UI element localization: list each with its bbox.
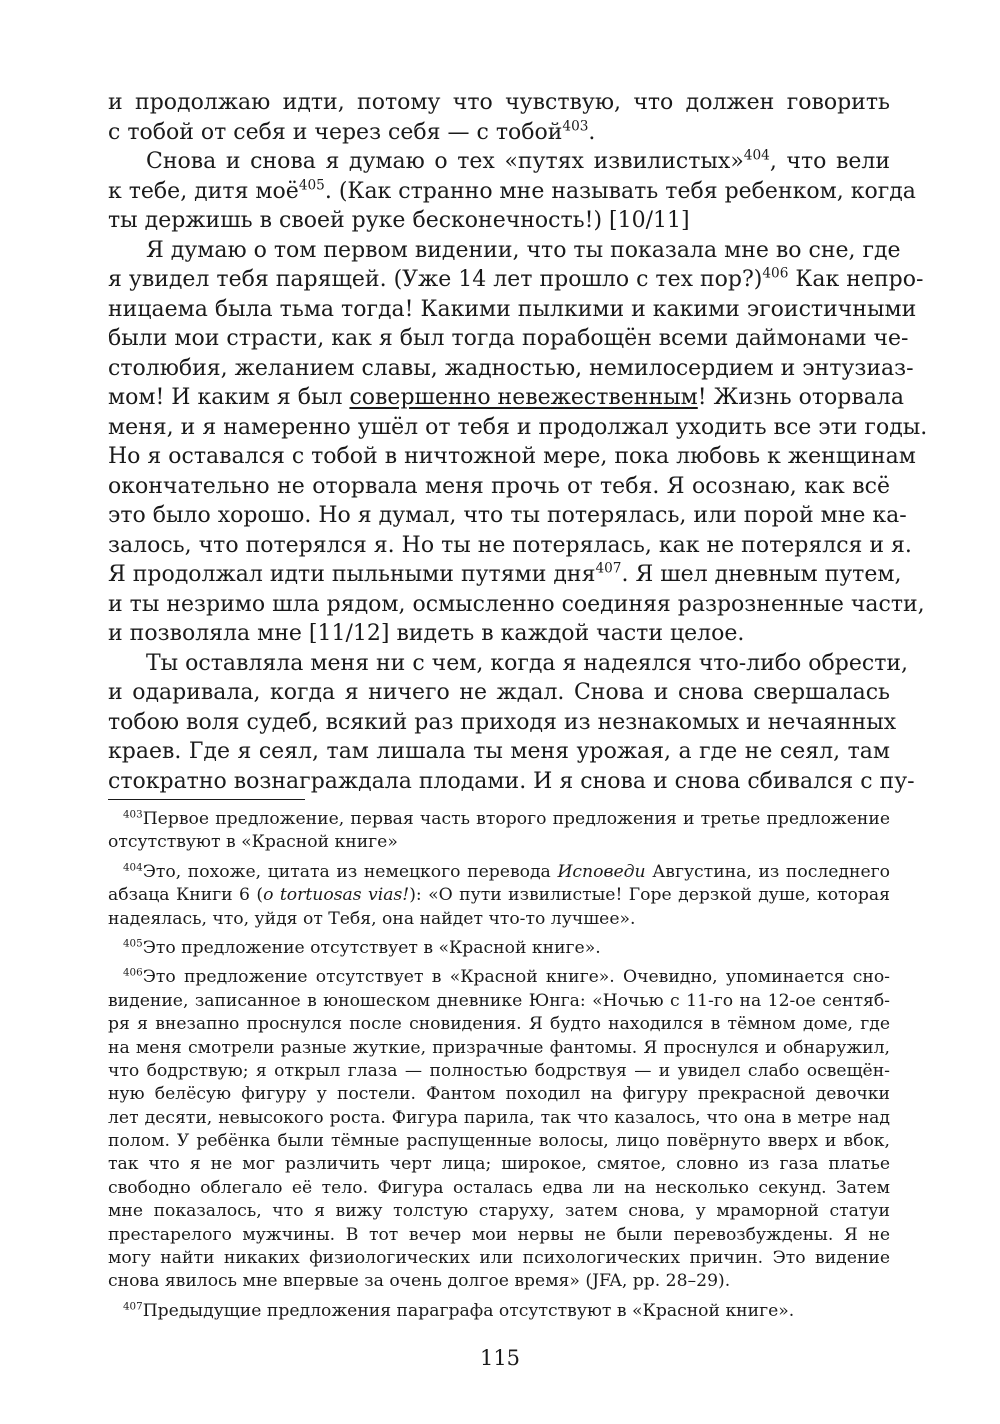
text-run: были мои страсти, как я был тогда порабощён всеми даймонами че- [108, 326, 909, 351]
text-line [108, 354, 914, 384]
text-run: . (Как странно мне называть тебя ребенком, когда [324, 178, 916, 204]
text-run: Это предложение отсутствует в «Красной книге». Очевидно, упоминается сно- [142, 967, 890, 988]
italic-text: Исповеди [557, 861, 646, 882]
footnote-line [108, 1177, 890, 1200]
text-run: что бодрствую; я открыл глаза — полностью бодрствуя — и увидел слабо освещён- [108, 1060, 890, 1081]
text-run: Предыдущие предложения параграфа отсутствуют в «Красной книге». [142, 1300, 795, 1321]
text-run: видение, записанное в юношеском дневнике Юнга: «Ночью с 11-го на 12-ое сентяб- [108, 990, 890, 1011]
text-line [108, 708, 897, 738]
footnote-ref: 405 [298, 177, 325, 194]
footnote-line [108, 1224, 890, 1247]
text-run: это было хорошо. Но я думал, что ты потерялась, или порой мне ка- [108, 503, 907, 528]
footnote [108, 966, 890, 1293]
footnote-line [108, 1153, 890, 1176]
text-run: окончательно не оторвала меня прочь от тебя. Я осознаю, как всё [108, 473, 890, 499]
text-line [108, 383, 904, 413]
footnote-line [108, 990, 890, 1013]
text-line [108, 265, 924, 295]
text-run: Это предложение отсутствует в «Красной книге». [142, 937, 601, 958]
footnote-line [108, 884, 890, 907]
text-run: Это, похоже, цитата из немецкого перевода [142, 861, 558, 882]
text-run: могу найти никаких физиологических или психологических причин. Это видение [108, 1248, 890, 1269]
footnote-line [108, 1107, 890, 1130]
text-run: ря я внезапно проснулся после сновидения. Я будто находился в тёмном доме, где [108, 1014, 890, 1035]
footnote-separator [108, 799, 305, 800]
text-line [108, 442, 916, 472]
paragraph [108, 236, 928, 649]
footnote-line [108, 1037, 890, 1060]
italic-text: o tortuosas vias! [263, 885, 410, 906]
underlined-text: совершенно невежественным [349, 385, 698, 410]
text-run: , что вели [769, 149, 891, 174]
text-run: ницаема была тьма тогда! Какими пылкими и какими эгоистичными [108, 296, 917, 322]
text-run: меня, и я намеренно ушёл от тебя и продолжал уходить все эти годы. [108, 414, 928, 440]
footnote-line [108, 808, 890, 831]
text-run: к тебе, дитя моё [108, 178, 299, 204]
footnote [108, 808, 890, 855]
paragraph [108, 649, 915, 797]
footnote-line [108, 1200, 890, 1223]
footnote-ref: 403 [562, 118, 589, 135]
footnote-ref: 403 [123, 808, 143, 821]
text-run: столюбия, желанием славы, жадностью, немилосердием и энтузиаз- [108, 355, 914, 381]
text-run: . [588, 119, 596, 145]
text-line [108, 501, 907, 531]
text-run: полом. У ребёнка были тёмные распущенные волосы, лицо повёрнуто вверх и вбок, [108, 1131, 890, 1152]
text-run: надеялась, что, уйдя от Тебя, она найдет что-то лучшее». [108, 908, 636, 929]
text-run: и ты незримо шла рядом, осмысленно соединяя разрозненные части, [108, 591, 925, 617]
text-run: Августина, из последнего [645, 861, 890, 882]
text-line [108, 649, 909, 679]
text-line [108, 678, 890, 708]
text-run: отсутствуют в «Красной книге» [108, 832, 398, 853]
footnote-ref: 407 [123, 1300, 143, 1313]
footnote-ref: 405 [123, 937, 143, 950]
footnote-line [108, 966, 890, 989]
text-line [108, 206, 890, 236]
footnote-ref: 404 [123, 861, 143, 874]
footnote-line [108, 1083, 890, 1106]
text-run: и одаривала, когда я ничего не ждал. Снова и снова свершалась [108, 680, 890, 705]
text-line [108, 236, 901, 266]
text-run: мне показалось, что я вижу толстую старуху, затем снова, у мраморной статуи [108, 1201, 890, 1222]
text-run: престарелого мужчины. В тот вечер мои нервы не были перевозбуждены. Я не [108, 1224, 890, 1245]
text-run: Я продолжал идти пыльными путями дня [108, 562, 596, 587]
text-line [108, 177, 916, 207]
text-line [108, 413, 928, 443]
text-run: . Я шел дневным путем, [621, 562, 902, 587]
text-run: так что я не мог различить черт лица; широкое, смятое, словно из газа платье [108, 1154, 890, 1175]
footnote-ref: 406 [123, 966, 143, 979]
footnote-line [108, 1270, 890, 1293]
text-run: снова явилось мне впервые за очень долгое время» (JFA, pp. 28–29). [108, 1271, 731, 1292]
text-run: Первое предложение, первая часть второго предложения и третье предложение [142, 809, 890, 829]
text-run: с тобой от себя и через себя — с тобой [108, 119, 563, 145]
text-run: тобою воля судеб, всякий раз приходя из незнакомых и нечаянных [108, 709, 897, 735]
text-line [108, 324, 909, 354]
paragraph [108, 147, 916, 236]
footnote-ref: 404 [743, 147, 770, 164]
text-run: свободно облегало её тело. Фигура осталась едва ли на несколько секунд. Затем [108, 1177, 890, 1198]
text-run: мом! И каким я был [108, 385, 350, 410]
footnote-line [108, 1013, 890, 1036]
footnote-line [108, 1130, 890, 1153]
text-line [108, 531, 912, 561]
footnote-ref: 406 [762, 265, 789, 282]
text-run: Я думаю о том первом видении, что ты показала мне во сне, где [146, 237, 901, 263]
text-run: залось, что потерялся я. Но ты не потерялась, как не потерялся и я. [108, 532, 912, 558]
footnote-line [108, 908, 890, 931]
text-line [108, 118, 890, 148]
text-run: Но я оставался с тобой в ничтожной мере, пока любовь к женщинам [108, 444, 916, 469]
text-run: стократно вознаграждала плодами. И я снова и снова сбивался с пу- [108, 768, 915, 794]
text-line [108, 147, 890, 177]
text-line [108, 737, 890, 767]
text-run: абзаца Книги 6 ( [108, 885, 264, 906]
page-number: 115 [479, 1346, 521, 1370]
footnote-ref: 407 [595, 560, 622, 577]
text-line [108, 590, 925, 620]
text-run: и продолжаю идти, потому что чувствую, что должен говорить [108, 90, 890, 115]
footnotes [108, 808, 890, 1323]
footnote-line [108, 1247, 890, 1270]
text-run: краев. Где я сеял, там лишала ты меня урожая, а где не сеял, там [108, 739, 890, 764]
body-text [108, 88, 928, 796]
footnote [108, 937, 890, 960]
text-run: Снова и снова я думаю о тех «путях извилистых» [146, 149, 744, 174]
footnote-line [108, 861, 890, 884]
text-line [108, 560, 902, 590]
text-run: Как непро- [788, 267, 924, 292]
text-run: я увидел тебя парящей. (Уже 14 лет прошло с тех пор?) [108, 267, 763, 292]
text-run: ты держишь в своей руке бесконечность!) [10/11] [108, 208, 690, 233]
footnote-line [108, 1060, 890, 1083]
text-run: лет десяти, невысокого роста. Фигура парила, так что казалось, что она в метре над [108, 1107, 890, 1128]
text-run: на меня смотрели разные жуткие, призрачные фантомы. Я проснулся и обнаружил, [108, 1037, 890, 1058]
text-line [108, 767, 915, 797]
text-run: Ты оставляла меня ни с чем, когда я надеялся что-либо обрести, [146, 650, 909, 676]
text-run: ! Жизнь оторвала [697, 385, 904, 410]
footnote-line [108, 937, 890, 960]
text-run: ): «О пути извилистые! Горе дерзкой душе, которая [409, 885, 890, 906]
footnote-line [108, 831, 890, 854]
text-line [108, 88, 890, 118]
text-line [108, 295, 917, 325]
footnote-line [108, 1300, 890, 1323]
text-line [108, 472, 890, 502]
footnote [108, 861, 890, 931]
text-run: и позволяла мне [11/12] видеть в каждой части целое. [108, 621, 745, 646]
paragraph [108, 88, 890, 147]
footnote [108, 1300, 890, 1323]
text-line [108, 619, 890, 649]
text-run: ную белёсую фигуру у постели. Фантом походил на фигуру прекрасной девочки [108, 1084, 890, 1105]
